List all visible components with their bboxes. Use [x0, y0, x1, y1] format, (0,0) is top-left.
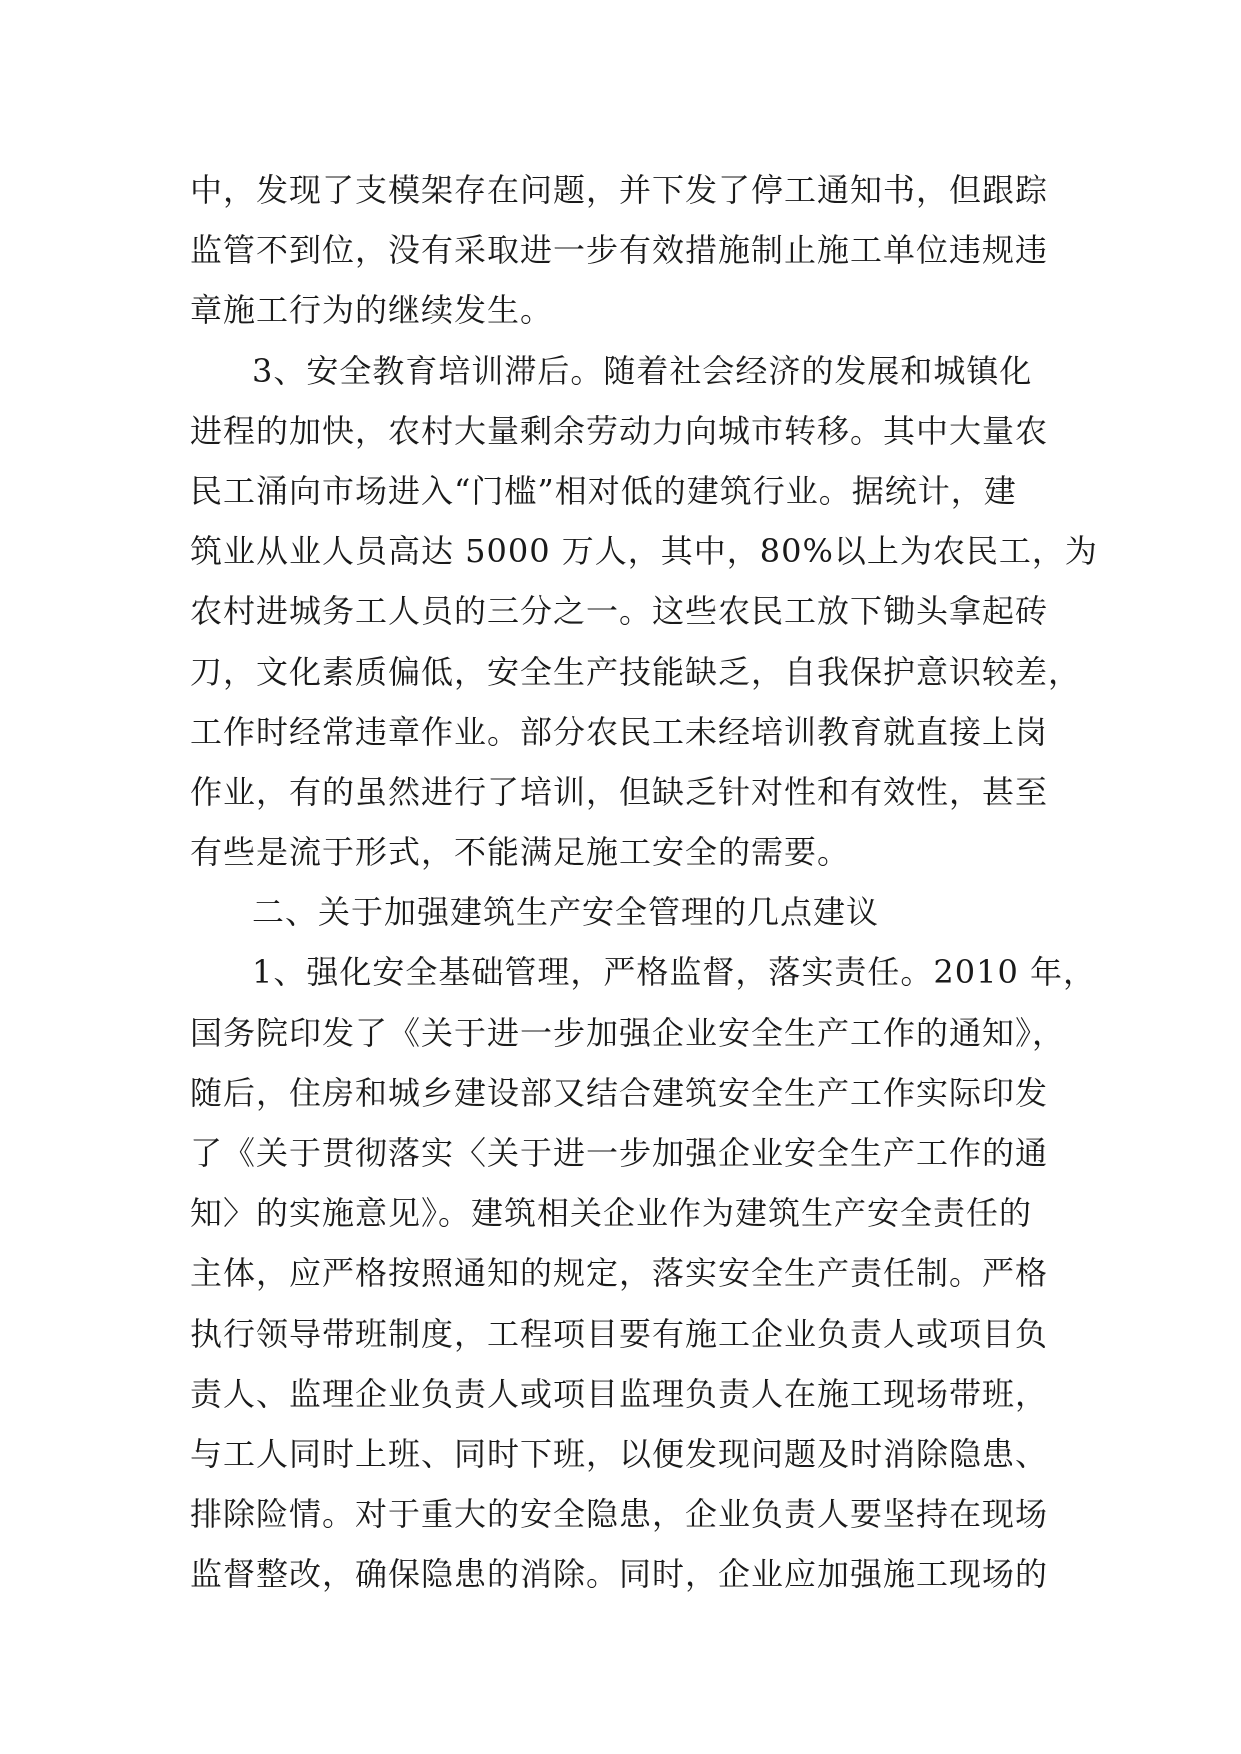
text-line: 责人、监理企业负责人或项目监理负责人在施工现场带班， — [190, 1374, 1049, 1413]
text-line: 筑业从业人员高达 5000 万人，其中，80%以上为农民工，为 — [190, 532, 1098, 571]
text-line: 与工人同时上班、同时下班，以便发现问题及时消除隐患、 — [190, 1434, 1049, 1473]
text-line: 中，发现了支模架存在问题，并下发了停工通知书，但跟踪 — [190, 171, 1049, 209]
text-line: 了《关于贯彻落实〈关于进一步加强企业安全生产工作的通 — [190, 1134, 1049, 1172]
text-line: 监督整改，确保隐患的消除。同时，企业应加强施工现场的 — [190, 1555, 1049, 1594]
text-line: 执行领导带班制度，工程项目要有施工企业负责人或项目负 — [190, 1314, 1049, 1353]
text-line: 有些是流于形式，不能满足施工安全的需要。 — [190, 833, 851, 872]
text-line: 监管不到位，没有采取进一步有效措施制止施工单位违规违 — [190, 231, 1049, 270]
text-line: 主体，应严格按照通知的规定，落实安全生产责任制。严格 — [190, 1254, 1049, 1293]
text-line: 随后，住房和城乡建设部又结合建筑安全生产工作实际印发 — [190, 1073, 1049, 1112]
body-text — [190, 160, 1098, 1605]
text-line: 3、安全教育培训滞后。随着社会经济的发展和城镇化 — [252, 351, 1033, 390]
text-line: 排除险情。对于重大的安全隐患，企业负责人要坚持在现场 — [190, 1495, 1049, 1534]
text-line: 民工涌向市场进入“门槛”相对低的建筑行业。据统计，建 — [190, 471, 1017, 510]
text-line: 国务院印发了《关于进一步加强企业安全生产工作的通知》， — [190, 1013, 1066, 1052]
text-line: 章施工行为的继续发生。 — [190, 291, 554, 330]
text-line: 二、关于加强建筑生产安全管理的几点建议 — [252, 893, 880, 932]
text-line: 进程的加快，农村大量剩余劳动力向城市转移。其中大量农 — [190, 411, 1049, 450]
text-line: 1、强化安全基础管理，严格监督，落实责任。2010 年， — [252, 953, 1096, 992]
text-line: 农村进城务工人员的三分之一。这些农民工放下锄头拿起砖 — [190, 592, 1049, 631]
text-line: 知〉的实施意见》。建筑相关企业作为建筑生产安全责任的 — [190, 1194, 1033, 1233]
text-line: 工作时经常违章作业。部分农民工未经培训教育就直接上岗 — [190, 712, 1049, 751]
text-line: 作业，有的虽然进行了培训，但缺乏针对性和有效性，甚至 — [190, 772, 1049, 811]
text-line: 刀，文化素质偏低，安全生产技能缺乏，自我保护意识较差， — [190, 652, 1082, 691]
